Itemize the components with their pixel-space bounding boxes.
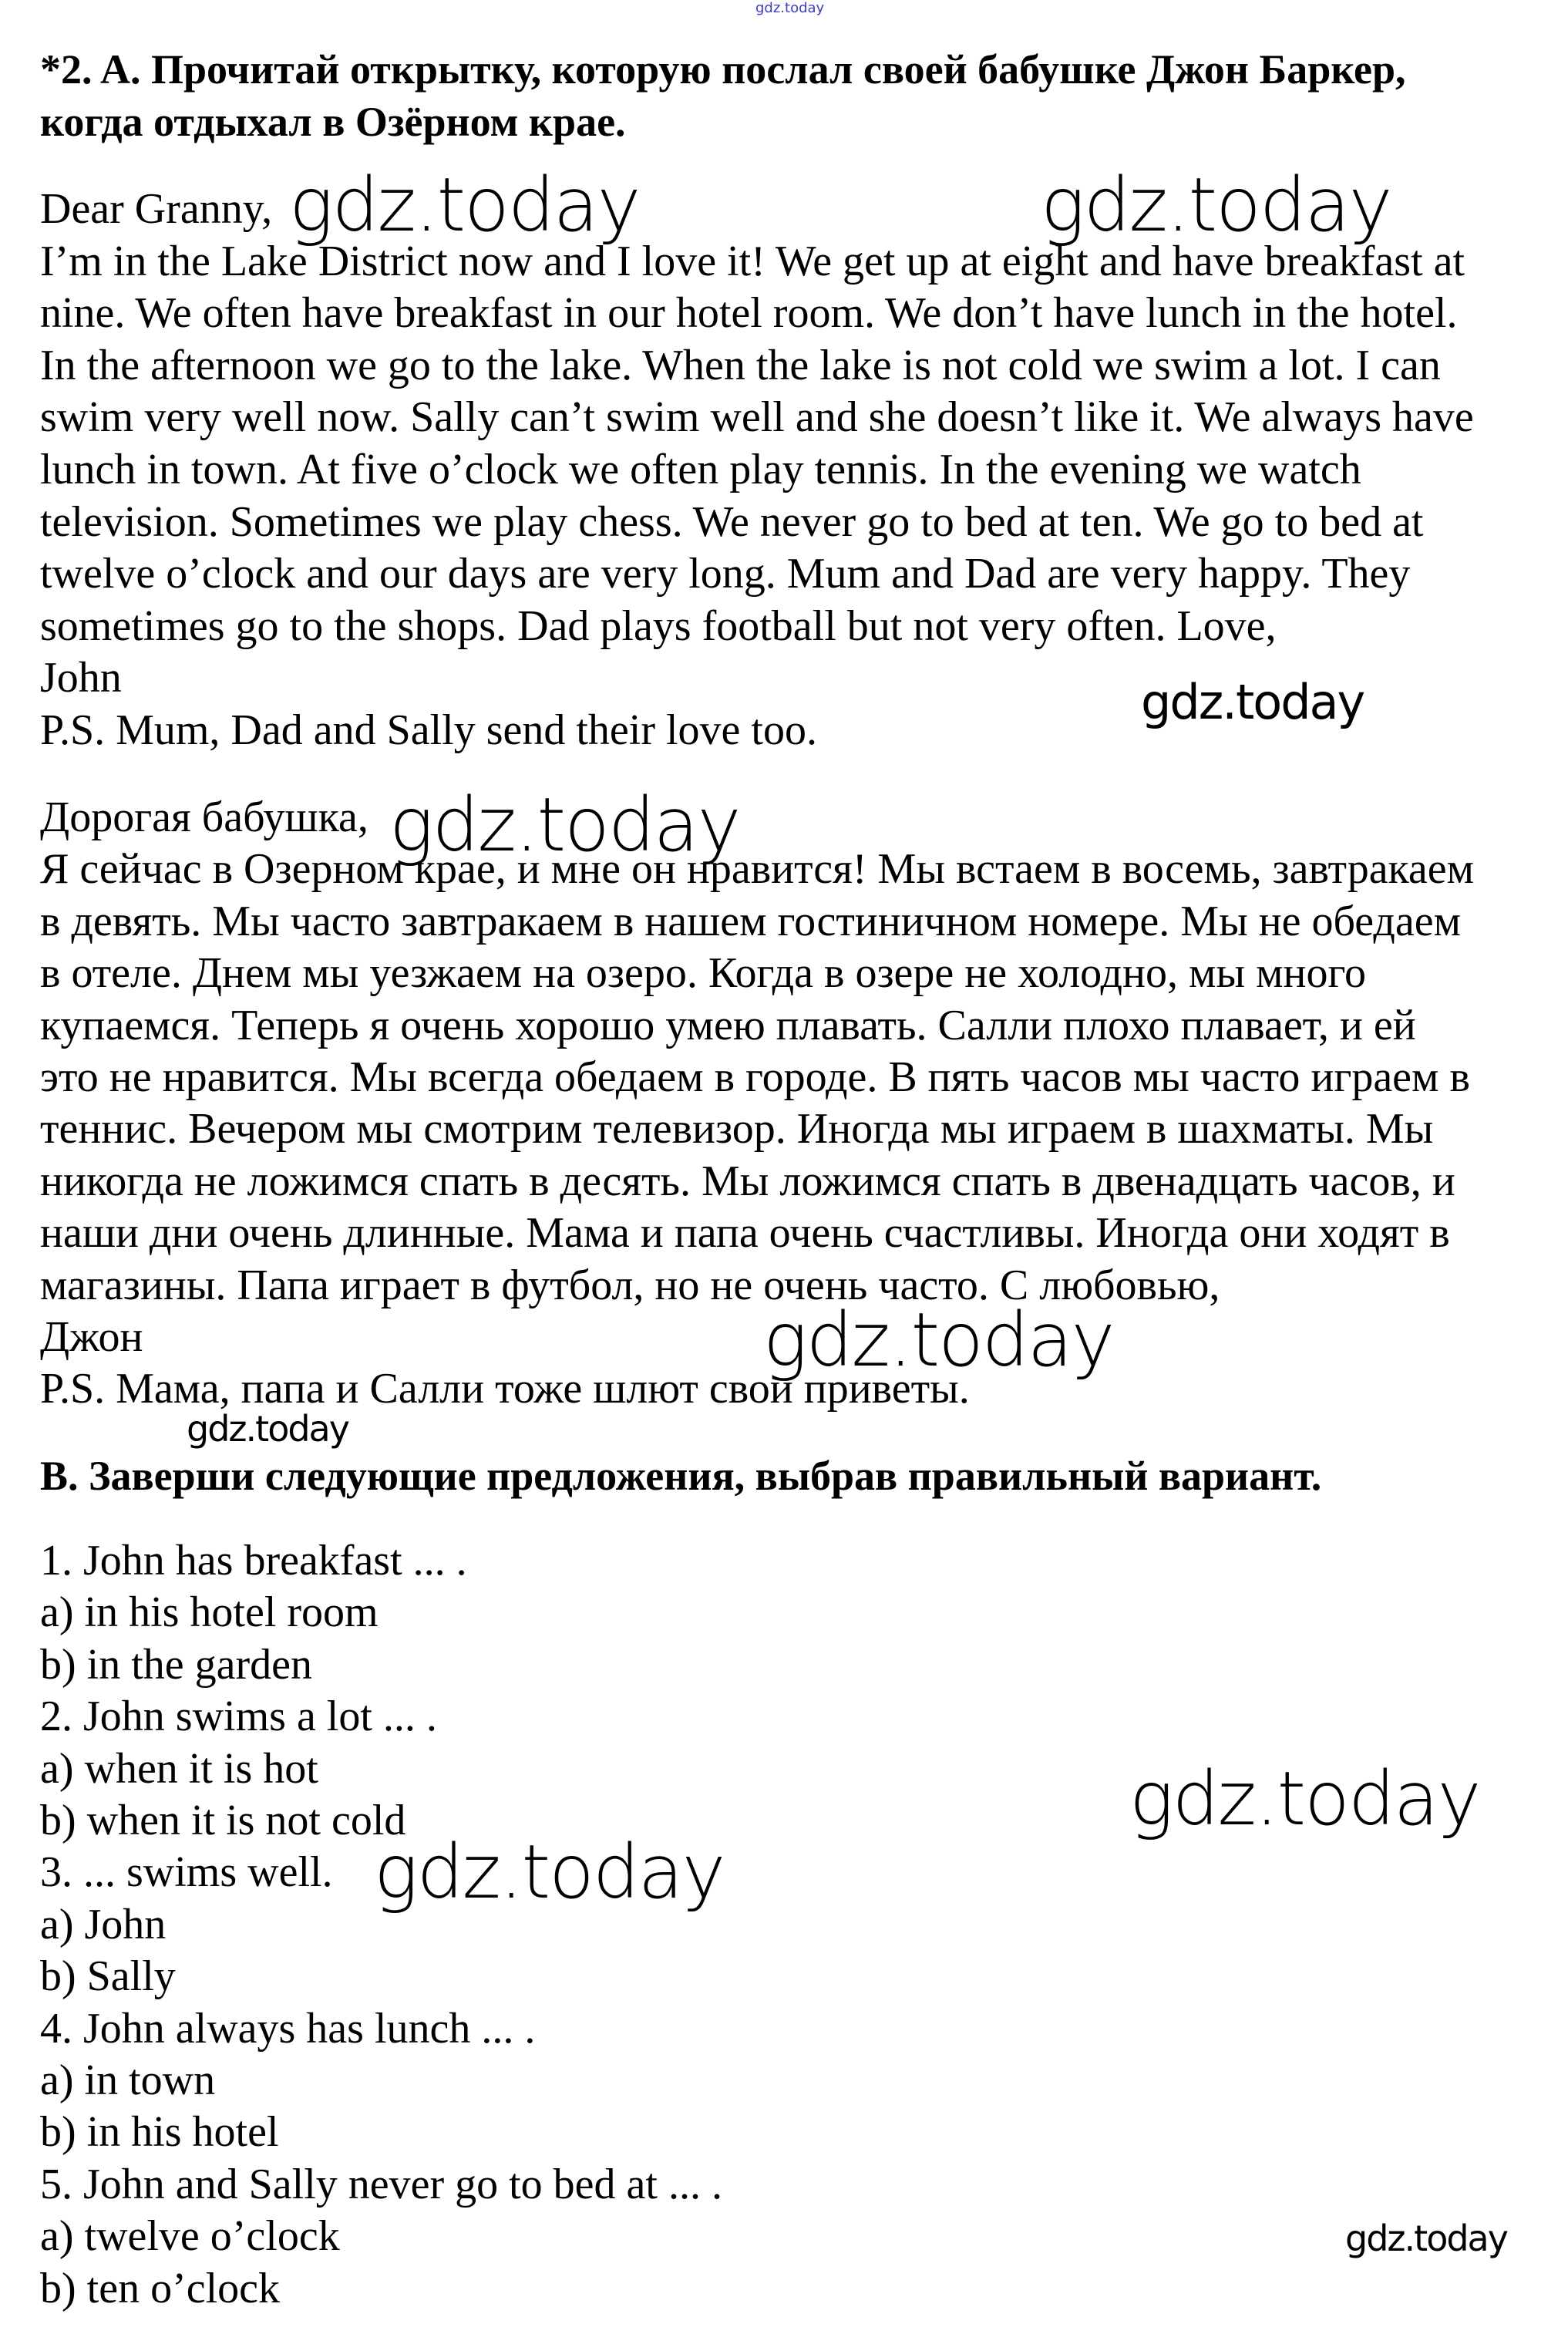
question-item: 3. ... swims well. <box>40 1848 333 1897</box>
answer-option: b) in his hotel <box>40 2108 279 2157</box>
answer-option: b) Sally <box>40 1952 176 2001</box>
letter-ru-line: наши дни очень длинные. Мама и папа очень счастливы. Иногда они ходят в <box>40 1209 1450 1258</box>
answer-option: a) John <box>40 1900 167 1948</box>
watermark: gdz.today <box>289 162 640 248</box>
watermark: gdz.today <box>1129 1756 1480 1842</box>
question-item: 1. John has breakfast ... . <box>40 1537 467 1585</box>
letter-en-line: television. Sometimes we play chess. We never go to bed at ten. We go to bed at <box>40 497 1424 546</box>
letter-ru-line: теннис. Вечером мы смотрим телевизор. Иногда мы играем в шахматы. Мы <box>40 1105 1434 1154</box>
letter-en-line: twelve o’clock and our days are very long. Mum and Dad are very happy. They <box>40 550 1411 598</box>
watermark: gdz.today <box>755 0 825 16</box>
task-a-heading-line: *2. A. Прочитай открытку, которую послал своей бабушке Джон Баркер, <box>40 46 1406 93</box>
letter-en-line: sometimes go to the shops. Dad plays football but not very often. Love, <box>40 601 1277 650</box>
answer-option: a) in town <box>40 2056 216 2104</box>
answer-option: b) when it is not cold <box>40 1797 406 1844</box>
letter-en-line: In the afternoon we go to the lake. When the lake is not cold we swim a lot. I can <box>40 341 1441 389</box>
question-item: 5. John and Sally never go to bed at ... . <box>40 2160 722 2208</box>
answer-option: a) twelve o’clock <box>40 2212 340 2261</box>
letter-ru-line: никогда не ложимся спать в десять. Мы ложимся спать в двенадцать часов, и <box>40 1157 1455 1205</box>
watermark: gdz.today <box>1345 2218 1507 2259</box>
letter-en-line: I’m in the Lake District now and I love it! We get up at eight and have breakfast at <box>40 237 1465 285</box>
watermark: gdz.today <box>187 1408 348 1450</box>
answer-option: a) in his hotel room <box>40 1588 379 1637</box>
letter-ru-line: Я сейчас в Озерном крае, и мне он нравится! Мы встаем в восемь, завтракаем <box>40 845 1475 894</box>
letter-ru-line: купаемся. Теперь я очень хорошо умею плавать. Салли плохо плавает, и ей <box>40 1001 1416 1049</box>
watermark: gdz.today <box>389 782 740 868</box>
letter-greeting: Dear Granny, <box>40 185 273 233</box>
task-b-heading: B. Заверши следующие предложения, выбрав правильный вариант. <box>40 1453 1322 1499</box>
letter-en-line: P.S. Mum, Dad and Sally send their love too. <box>40 706 817 754</box>
letter-en-line: John <box>40 654 122 702</box>
letter-ru-line: Джон <box>40 1313 143 1361</box>
question-item: 4. John always has lunch ... . <box>40 2004 536 2053</box>
letter-en-line: swim very well now. Sally can’t swim well and she doesn’t like it. We always have <box>40 393 1474 442</box>
answer-option: b) ten o’clock <box>40 2264 280 2312</box>
question-item: 2. John swims a lot ... . <box>40 1692 437 1741</box>
watermark: gdz.today <box>1141 674 1364 730</box>
letter-ru-line: в отеле. Днем мы уезжаем на озеро. Когда в озере не холодно, мы много <box>40 949 1367 998</box>
letter-ru-line: это не нравится. Мы всегда обедаем в городе. В пять часов мы часто играем в <box>40 1053 1470 1101</box>
watermark: gdz.today <box>763 1297 1114 1383</box>
letter-en-line: nine. We often have breakfast in our hotel room. We don’t have lunch in the hotel. <box>40 289 1458 338</box>
watermark: gdz.today <box>374 1829 725 1915</box>
letter-en-line: lunch in town. At five o’clock we often play tennis. In the evening we watch <box>40 446 1361 493</box>
letter-ru-line: P.S. Мама, папа и Салли тоже шлют свои приветы. <box>40 1365 970 1413</box>
letter-ru-greeting: Дорогая бабушка, <box>40 793 368 841</box>
letter-ru-line: в девять. Мы часто завтракаем в нашем гостиничном номере. Мы не обедаем <box>40 897 1462 945</box>
letter-ru-line: магазины. Папа играет в футбол, но не очень часто. С любовью, <box>40 1261 1220 1309</box>
answer-option: a) when it is hot <box>40 1744 318 1793</box>
answer-option: b) in the garden <box>40 1640 312 1689</box>
task-a-heading-line: когда отдыхал в Озёрном крае. <box>40 99 626 145</box>
watermark: gdz.today <box>1041 162 1391 248</box>
